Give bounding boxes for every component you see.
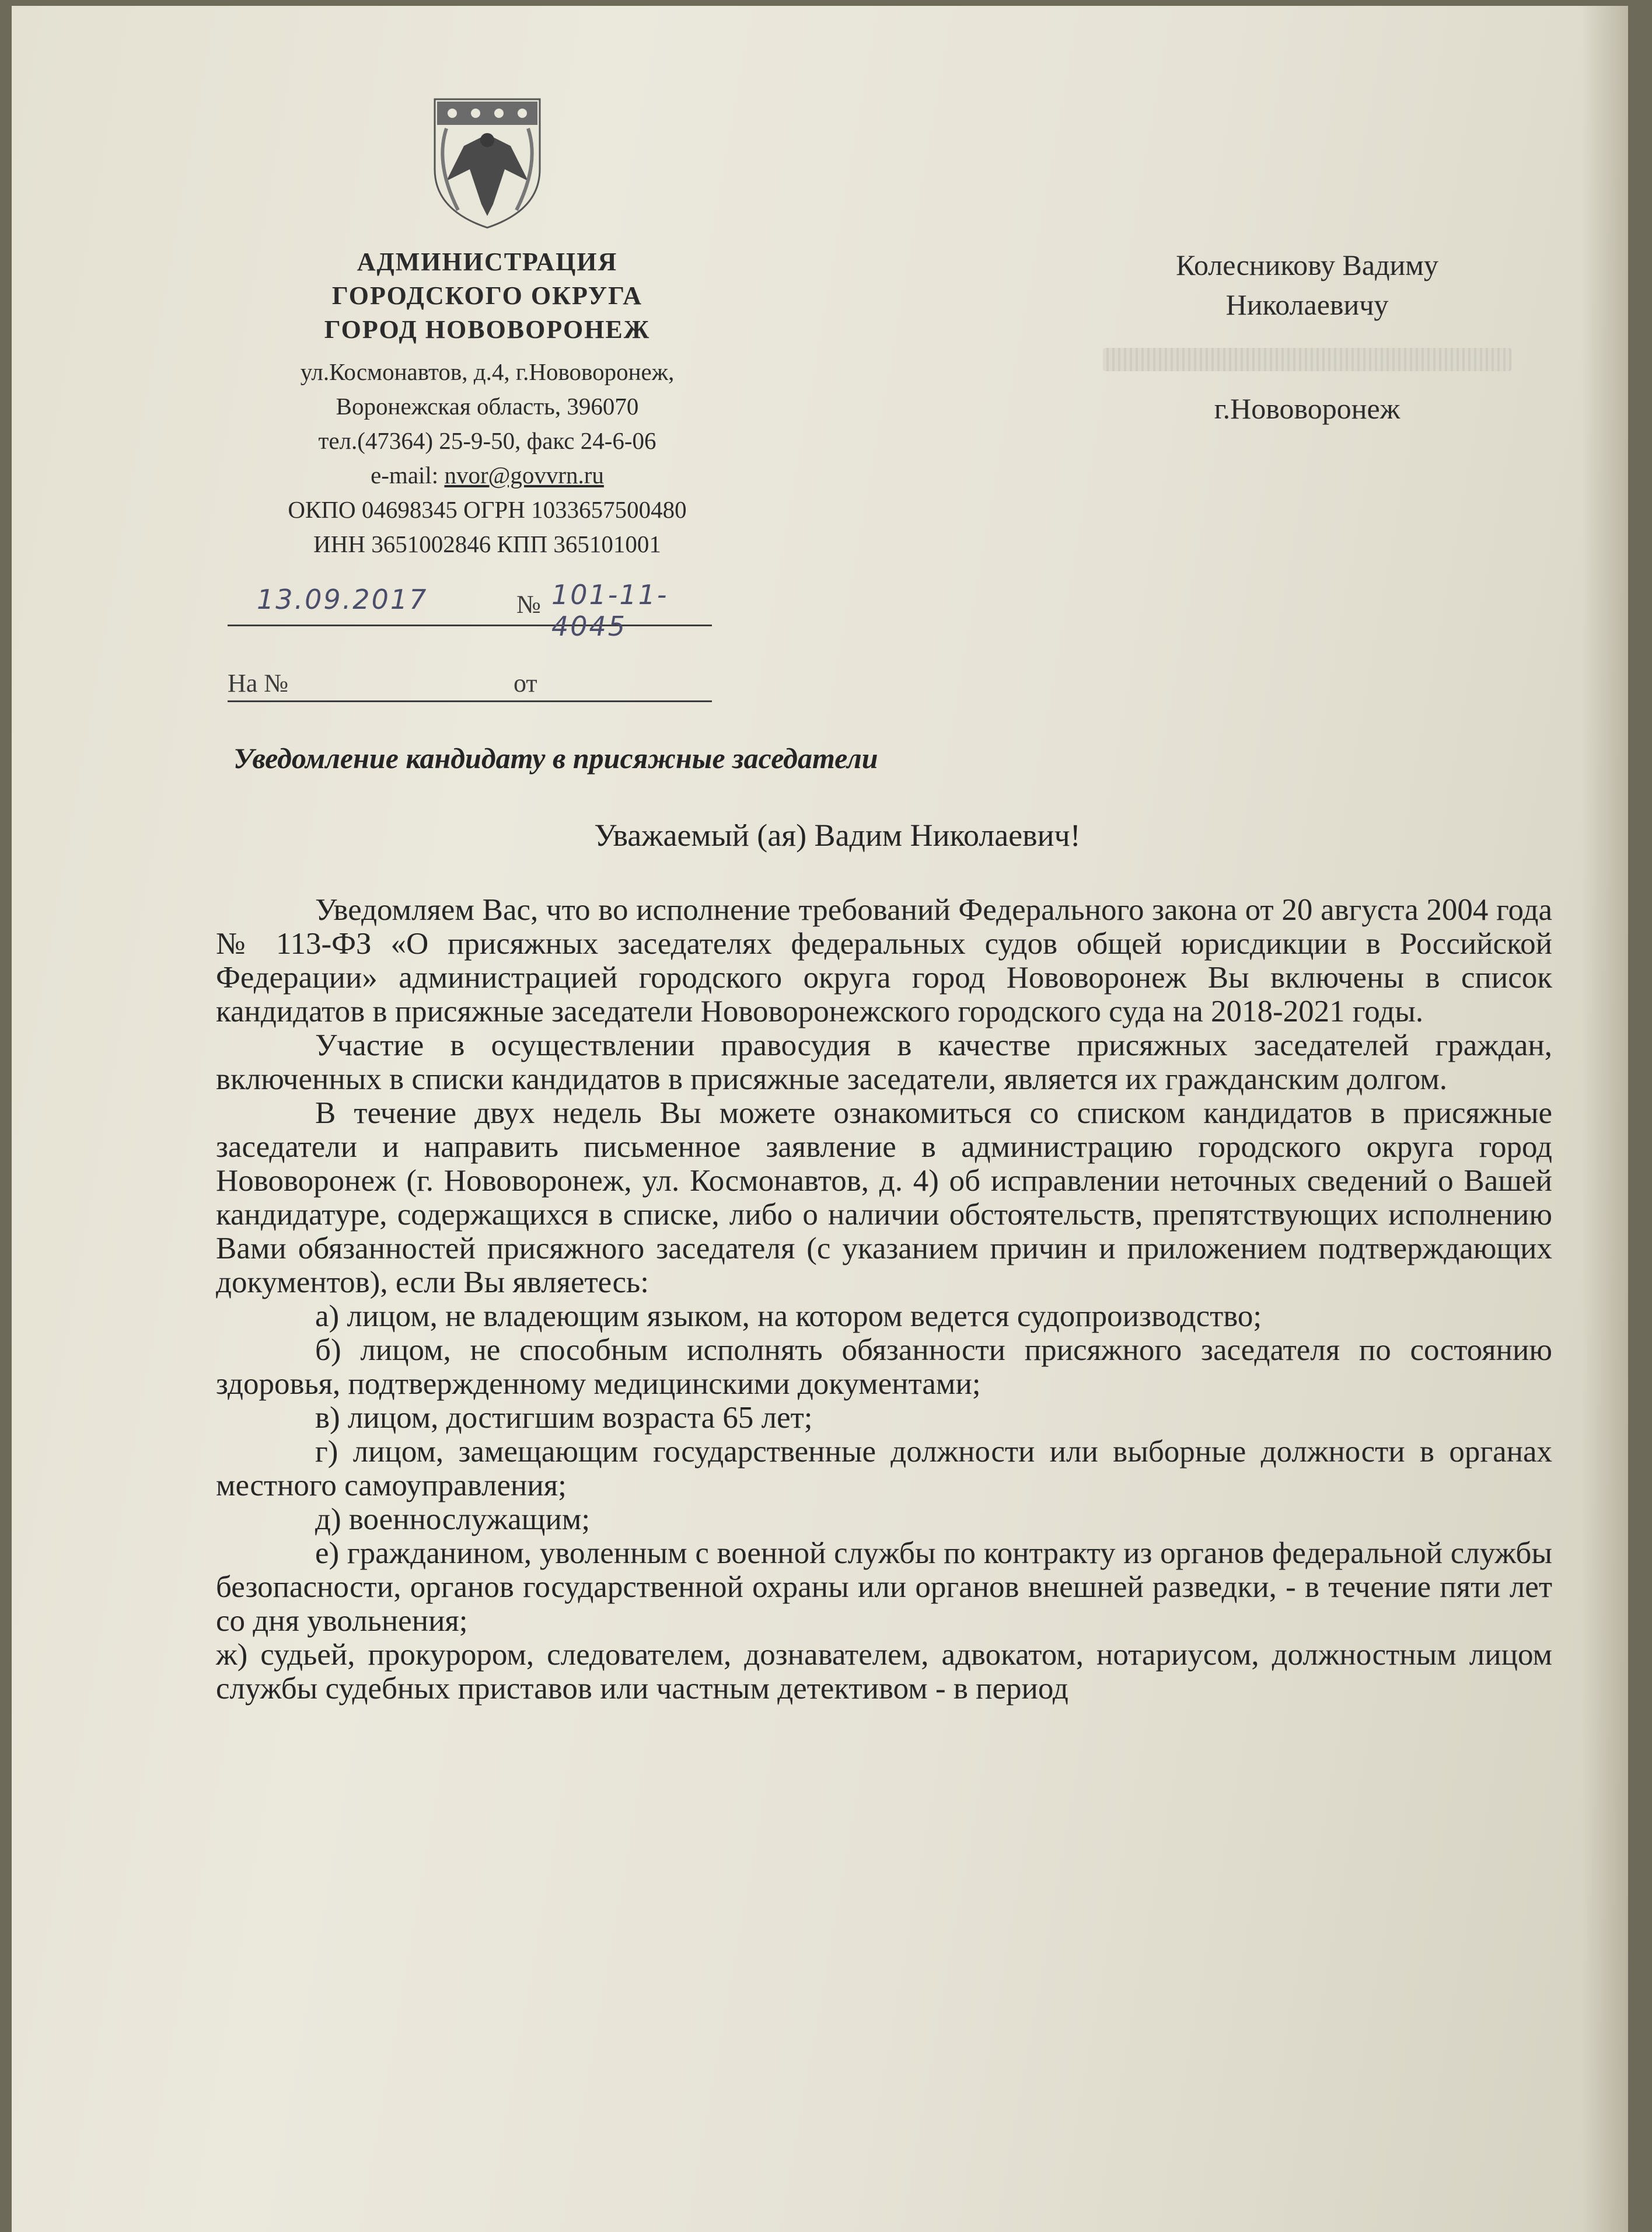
letter-paper [12, 6, 1628, 2232]
org-email-line [210, 458, 764, 493]
list-item-g: г) лицом, замещающим государственные должности или выборные должности в органах местного самоуправления; [216, 1435, 1552, 1502]
salutation: Уважаемый (ая) Вадим Николаевич! [594, 818, 1081, 853]
paragraph-notification: Уведомляем Вас, что во исполнение требований Федерального закона от 20 августа 2004 года № 113-ФЗ «О присяжных заседателях федеральных судов общей юрисдикции в Российской Федерации» администрацией городского округа город Нововоронеж Вы включены в список кандидатов в присяжные заседатели Нововоронежского городского суда на 2018-2021 годы. [216, 893, 1552, 1028]
org-inn: ИНН 3651002846 КПП 365101001 [313, 531, 661, 557]
registration-number-label: № [516, 590, 541, 619]
list-item-a: а) лицом, не владеющим языком, на котором ведется судопроизводство; [315, 1299, 1262, 1333]
org-address-line2: Воронежская область, 396070 [336, 393, 639, 420]
list-item-e: е) гражданином, уволенным с военной службы по контракту из органов федеральной службы безопасности, органов государственной охраны или органов внешней разведки, - в течение пяти лет со дня увольнения; [216, 1536, 1552, 1638]
paper-shadow [1581, 6, 1628, 2232]
addressee-block [1074, 245, 1541, 428]
letterhead [210, 245, 764, 562]
registration-date: 13.09.2017 [257, 584, 428, 615]
paragraph-review-period: В течение двух недель Вы можете ознакомиться со списком кандидатов в присяжные заседатели и направить письменное заявление в администрацию городского округа город Нововоронеж (г. Нововоронеж, ул. Космонавтов, д. 4) об исправлении неточных сведений о Вашей кандидатуре, содержащихся в списке, либо о наличии обстоятельств, препятствующих исполнению Вами обязанностей присяжного заседателя (с указанием причин и приложением подтверждающих документов), если Вы являетесь: [216, 1096, 1552, 1299]
org-okpo: ОКПО 04698345 ОГРН 1033657500480 [288, 496, 687, 523]
addressee-city: г.Нововоронеж [1214, 392, 1400, 425]
list-item-d: д) военнослужащим; [315, 1502, 591, 1536]
org-name-line1: АДМИНИСТРАЦИЯ [357, 247, 618, 276]
registration-number: 101-11-4045 [551, 579, 669, 642]
org-phone: тел.(47364) 25-9-50, факс 24-6-06 [318, 427, 656, 454]
reference-number-label: На № [228, 669, 289, 698]
coat-of-arms-icon [429, 93, 546, 233]
addressee-line1: Колесникову Вадиму [1176, 249, 1438, 281]
redacted-address [1103, 348, 1511, 371]
reference-line [228, 665, 712, 702]
reference-from-label: от [514, 669, 537, 698]
org-address-line1: ул.Космонавтов, д.4, г.Нововоронеж, [300, 358, 675, 385]
paragraph-civic-duty: Участие в осуществлении правосудия в качестве присяжных заседателей граждан, включенных в списки кандидатов в присяжные заседатели, является их гражданским долгом. [216, 1028, 1552, 1096]
letter-subject: Уведомление кандидату в присяжные заседатели [233, 742, 878, 775]
org-email-label: e-mail: [371, 462, 445, 489]
org-email: nvor@govvrn.ru [444, 462, 604, 489]
registration-line [228, 579, 712, 642]
letter-body [216, 893, 1552, 1706]
addressee-line2: Николаевичу [1225, 288, 1389, 321]
list-item-b: б) лицом, не способным исполнять обязанности присяжного заседателя по состоянию здоровья, подтвержденному медицинскими документами; [216, 1333, 1552, 1401]
org-name-line2: ГОРОДСКОГО ОКРУГА [331, 281, 643, 310]
org-name-line3: ГОРОД НОВОВОРОНЕЖ [324, 315, 651, 344]
list-item-zh: ж) судьей, прокурором, следователем, дознавателем, адвокатом, нотариусом, должностным лицом службы судебных приставов или частным детективом - в период [216, 1638, 1552, 1706]
list-item-v: в) лицом, достигшим возраста 65 лет; [315, 1401, 813, 1435]
